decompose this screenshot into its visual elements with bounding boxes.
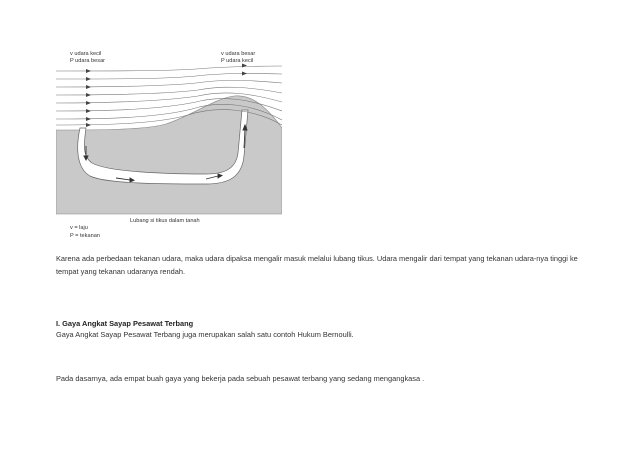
paragraph-four-forces: Pada dasarnya, ada empat buah gaya yang bekerja pada sebuah pesawat terbang yang sedang mengangkasa . xyxy=(56,374,425,383)
section-heading-wing-lift: I. Gaya Angkat Sayap Pesawat Terbang xyxy=(56,319,194,328)
paragraph-pressure-difference: Karena ada perbedaan tekanan udara, maka udara dipaksa mengalir masuk melalui lubang tikus. Udara mengalir dari tempat yang tekanan udara-nya tinggi ke tempat yang tekanan udaranya rendah. xyxy=(56,254,578,276)
rat-burrow-diagram xyxy=(56,38,282,243)
label-left-velocity: v udara kecil xyxy=(70,51,102,57)
label-right-velocity: v udara besar xyxy=(221,51,256,57)
label-right-pressure: P udara kecil xyxy=(221,58,254,64)
label-tunnel: Lubang si tikus dalam tanah xyxy=(130,218,200,224)
label-left-pressure: P udara besar xyxy=(70,58,106,64)
legend-pressure: P = tekanan xyxy=(70,233,100,239)
paragraph-bernoulli-example: Gaya Angkat Sayap Pesawat Terbang juga merupakan salah satu contoh Hukum Bernoulli. xyxy=(56,330,354,339)
bernoulli-rat-burrow-figure xyxy=(56,38,282,243)
legend-velocity: v = laju xyxy=(70,225,88,231)
